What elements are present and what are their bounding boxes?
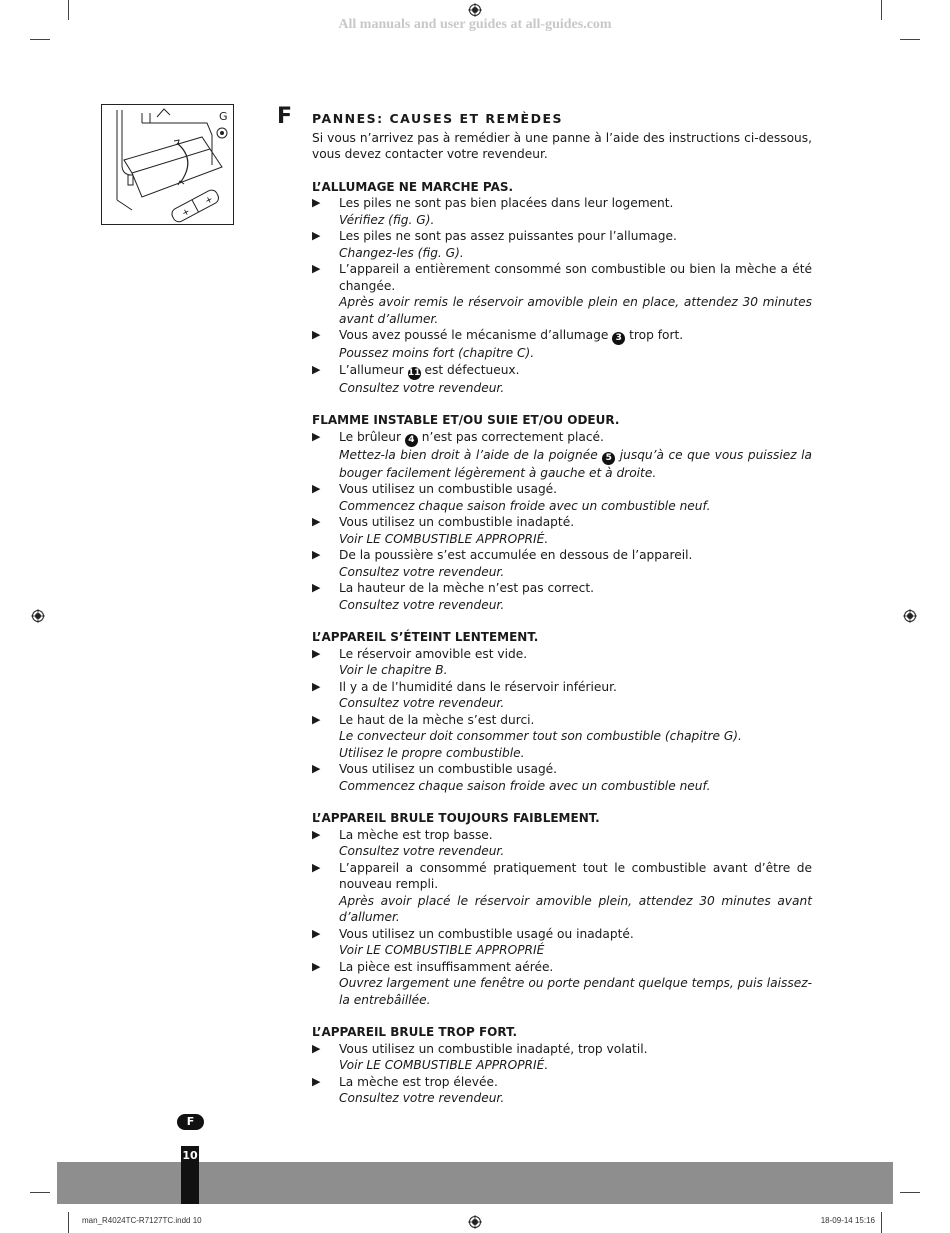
cause-text: Les piles ne sont pas bien placées dans leur logement. [339,196,674,210]
bullet-arrow-icon: ▶ [312,229,321,242]
cause-text: Les piles ne sont pas assez puissantes pour l’allumage. [339,229,677,243]
list-item [312,679,812,712]
remedy-text: Commencez chaque saison froide avec un combustible neuf. [339,498,711,513]
remedy-text: Consultez votre revendeur. [339,1091,505,1105]
list-item [312,195,812,228]
date-slug: 18-09-14 15:16 [820,1216,875,1225]
list-item [312,261,812,327]
list-item [312,362,812,397]
remedy-text: Consultez votre revendeur. [339,564,505,579]
watermark: All manuals and user guides at all-guides.com [338,17,612,32]
list-item [312,959,812,1009]
list-item [312,1074,812,1107]
list-item [312,580,812,613]
remedy-text [339,447,812,482]
remedy-text: Changez-les (fig. G). [339,245,464,260]
cause-text: L’appareil a entièrement consommé son combustible ou bien la mèche a été changée. [339,262,812,293]
cause-text: La mèche est trop basse. [339,827,493,842]
crop-mark [68,0,69,20]
cause-text: Le haut de la mèche s’est durci. [339,712,535,727]
crop-mark [30,39,50,40]
bullet-arrow-icon: ▶ [312,1041,321,1055]
cause-part: Vous avez poussé le mécanisme d’allumage [339,328,609,342]
svg-text:+: + [180,206,192,220]
remedy-text: Le convecteur doit consommer tout son combustible (chapitre G). [339,729,742,743]
cause-part: Le brûleur [339,429,402,444]
part-number-icon: 11 [407,367,421,378]
list-item [312,1041,812,1074]
crop-mark [881,1212,882,1233]
remedy-text: Voir LE COMBUSTIBLE APPROPRIÉ [339,943,545,957]
bullet-arrow-icon: ▶ [312,196,321,209]
cause-text [339,327,812,345]
cause-text: La pièce est insuffisamment aérée. [339,959,554,974]
bullet-arrow-icon: ▶ [312,712,321,726]
remedy-text: Après avoir remis le réservoir amovible plein en place, attendez 30 minutes avant d’allumer. [339,295,812,326]
list-item [312,547,812,580]
registration-mark-icon [468,3,482,17]
remedy-text: Ouvrez largement une fenêtre ou porte pendant quelque temps, puis laissez-la entrebâillée. [339,976,812,1007]
registration-mark-icon [31,609,45,623]
bullet-arrow-icon: ▶ [312,581,321,594]
part-number-icon: 4 [405,434,418,447]
figure-label: G [219,110,228,123]
cause-text: La mèche est trop élevée. [339,1074,498,1089]
remedy-text: Poussez moins fort (chapitre C). [339,346,535,360]
list-item [312,761,812,794]
page-number: 10 [182,1149,198,1162]
bullet-arrow-icon: ▶ [312,262,321,275]
list-item [312,514,812,547]
page-title: PANNES: CAUSES ET REMÈDES [312,111,563,126]
intro-text: Si vous n’arrivez pas à remédier à une panne à l’aide des instructions ci-dessous, vous devez contacter votre revendeur. [312,130,812,161]
bullet-arrow-icon: ▶ [312,482,321,495]
section-letter: F [277,104,293,129]
bullet-arrow-icon: ▶ [312,679,321,693]
cause-text: Vous utilisez un combustible inadapté. [339,515,575,529]
list-item [312,481,812,514]
remedy-text: Voir LE COMBUSTIBLE APPROPRIÉ. [339,1058,549,1072]
crop-mark [900,1192,920,1193]
registration-mark-icon [903,609,917,623]
cause-text: Vous utilisez un combustible usagé ou inadapté. [339,926,634,941]
list-item [312,926,812,959]
bullet-arrow-icon: ▶ [312,429,321,443]
language-badge: F [177,1114,204,1130]
bullet-arrow-icon: ▶ [312,860,321,874]
remedy-text: Voir le chapitre B. [339,663,448,677]
cause-part: est défectueux. [424,362,520,377]
remedy-text: Consultez votre revendeur. [339,597,505,612]
file-slug: man_R4024TC-R7127TC.indd 10 [82,1216,202,1225]
remedy-text: Voir LE COMBUSTIBLE APPROPRIÉ. [339,531,549,546]
list-item [312,712,812,762]
section-heading: L’ALLUMAGE NE MARCHE PAS. [312,179,514,194]
cause-text: Le réservoir amovible est vide. [339,646,528,661]
remedy-part: Mettez-la bien droit à l’aide de la poignée [339,447,598,462]
bullet-arrow-icon: ▶ [312,959,321,973]
cause-part: trop fort. [629,328,684,342]
cause-text: L’appareil a consommé pratiquement tout le combustible avant d’être de nouveau rempli. [339,860,812,891]
battery-compartment-illustration [102,105,233,224]
bullet-arrow-icon: ▶ [312,515,321,528]
list-item [312,827,812,860]
remedy-text: Consultez votre revendeur. [339,380,505,395]
part-number-icon: 5 [602,452,615,465]
svg-text:+: + [203,194,215,207]
bullet-arrow-icon: ▶ [312,1074,321,1088]
troubleshooting-content [312,111,812,1107]
section-heading: FLAMME INSTABLE ET/OU SUIE ET/OU ODEUR. [312,413,620,427]
list-item [312,228,812,261]
section-heading: L’APPAREIL S’ÉTEINT LENTEMENT. [312,630,539,644]
sections-container [312,179,812,1107]
cause-text: La hauteur de la mèche n’est pas correct. [339,581,595,595]
remedy-text: Utilisez le propre combustible. [339,745,525,760]
section-heading: L’APPAREIL BRULE TROP FORT. [312,1025,518,1039]
figure-g [101,104,234,225]
remedy-text: Consultez votre revendeur. [339,696,505,710]
registration-mark-icon [468,1215,482,1229]
cause-part: L’allumeur [339,362,404,377]
bullet-arrow-icon: ▶ [312,362,321,376]
crop-mark [900,39,920,40]
bullet-arrow-icon: ▶ [312,548,321,561]
cause-text: Vous utilisez un combustible usagé. [339,482,558,496]
cause-part: n’est pas correctement placé. [421,429,604,444]
bullet-arrow-icon: ▶ [312,328,321,341]
remedy-text: Commencez chaque saison froide avec un combustible neuf. [339,778,711,793]
remedy-part: jusqu’à ce que vous puissiez la bouger facilement légèrement à gauche et à droite. [339,447,812,480]
bullet-arrow-icon: ▶ [312,926,321,940]
list-item [312,429,812,482]
list-item [312,860,812,926]
section-heading: L’APPAREIL BRULE TOUJOURS FAIBLEMENT. [312,811,600,825]
cause-text: Vous utilisez un combustible usagé. [339,762,558,776]
remedy-text: Après avoir placé le réservoir amovible plein, attendez 30 minutes avant d’allumer. [339,893,812,924]
cause-text [339,362,812,380]
cause-text: Il y a de l’humidité dans le réservoir inférieur. [339,679,617,694]
remedy-text: Vérifiez (fig. G). [339,212,435,227]
list-item [312,327,812,362]
bullet-arrow-icon: ▶ [312,827,321,841]
cause-text: De la poussière s’est accumulée en dessous de l’appareil. [339,548,693,562]
bullet-arrow-icon: ▶ [312,646,321,660]
cause-text [339,429,812,447]
crop-mark [68,1212,69,1233]
crop-mark [30,1192,50,1193]
bullet-arrow-icon: ▶ [312,762,321,775]
remedy-text: Consultez votre revendeur. [339,844,505,858]
crop-mark [881,0,882,20]
list-item [312,646,812,679]
cause-text: Vous utilisez un combustible inadapté, trop volatil. [339,1041,648,1056]
part-number-icon: 3 [612,332,625,345]
